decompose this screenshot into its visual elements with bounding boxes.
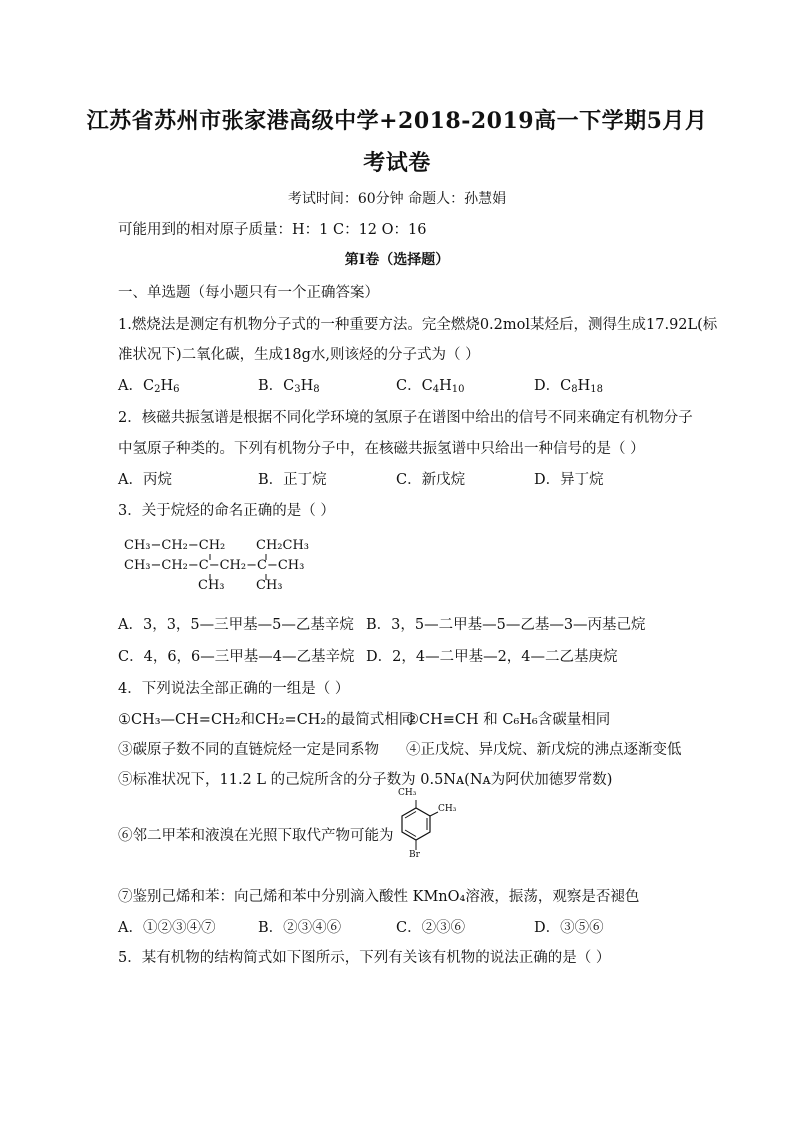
bromo-label: Br (409, 850, 420, 860)
q3-structural-formula (124, 538, 344, 598)
q1-option-b: B．$C_3H_8$ (258, 378, 320, 395)
q4-option-a: A．①②③④⑦ (118, 920, 216, 936)
q3-structure-row3-right: CH₃ (256, 578, 283, 593)
q1-stem-line1: 1.燃烧法是测定有机物分子式的一种重要方法。完全燃烧0.2mol某烃后，测得生成17.92L(标 (118, 317, 718, 333)
q4-statement-6: ⑥邻二甲苯和液溴在光照下取代产物可能为 (118, 828, 394, 844)
q3-option-b: B．3，5—二甲基—5—乙基—3—丙基己烷 (366, 617, 646, 633)
methyl-label-right: CH₃ (438, 804, 457, 814)
exam-info: 考试时间：60分钟 命题人：孙慧娟 (287, 191, 507, 207)
q1-option-d: D．$C_8H_{18}$ (534, 378, 604, 395)
q3-stem: 3．关于烷烃的命名正确的是（ ） (118, 503, 335, 519)
methyl-label-top: CH₃ (398, 788, 417, 798)
q4-statement-2: ②CH≡CH 和 C₆H₆含碳量相同 (406, 712, 611, 728)
part-one-heading: 一、单选题（每小题只有一个正确答案） (118, 285, 379, 301)
q3-option-a: A．3，3，5—三甲基—5—乙基辛烷 (118, 617, 354, 633)
q2-option-d: D．异丁烷 (534, 472, 604, 488)
q2-stem-line2: 中氢原子种类的。下列有机物分子中，在核磁共振氢谱中只给出一种信号的是（ ） (118, 441, 645, 457)
q1-stem-line2: 准状况下)二氧化碳，生成18g水,则该烃的分子式为（ ） (118, 347, 480, 363)
q3-structure-row3-left: CH₃ (198, 578, 225, 593)
q4-option-d: D．③⑤⑥ (534, 920, 604, 936)
q4-statement-7: ⑦鉴别己烯和苯：向己烯和苯中分别滴入酸性 KMnO₄溶液，振荡，观察是否褪色 (118, 889, 640, 905)
document-title-line2: 考试卷 (363, 150, 431, 176)
q4-statement-4: ④正戊烷、异戊烷、新戊烷的沸点逐渐变低 (406, 742, 682, 758)
q1-option-c: C．$C_4H_{10}$ (396, 378, 465, 395)
q4-stem: 4．下列说法全部正确的一组是（ ） (118, 681, 350, 697)
section-title: 第Ⅰ卷（选择题） (344, 252, 450, 268)
q4-option-c: C．②③⑥ (396, 920, 466, 936)
q3-structure-bonds (124, 538, 344, 598)
q4-statement-3: ③碳原子数不同的直链烷烃一定是同系物 (118, 742, 379, 758)
q3-option-c: C．4，6，6—三甲基—4—乙基辛烷 (118, 649, 355, 665)
atomic-masses: 可能用到的相对原子质量：H：1 C：12 O：16 (118, 222, 427, 238)
q4-bromo-xylene-structure (382, 788, 462, 872)
document-title-line1: 江苏省苏州市张家港高级中学+2018-2019高一下学期5月月 (86, 108, 708, 134)
q5-stem: 5．某有机物的结构简式如下图所示，下列有关该有机物的说法正确的是（ ） (118, 950, 611, 966)
q3-structure-row1-right: CH₂CH₃ (256, 538, 309, 553)
q2-option-a: A．丙烷 (118, 472, 172, 488)
q4-statement-5: ⑤标准状况下，11.2 L 的己烷所含的分子数为 0.5Nᴀ(Nᴀ为阿伏加德罗常数) (118, 772, 613, 788)
q4-statement-1: ①CH₃—CH=CH₂和CH₂=CH₂的最简式相同 (118, 712, 414, 728)
q1-option-a: A．$C_2H_6$ (118, 378, 180, 395)
q3-structure-row2: CH₃−CH₂−C−CH₂−C−CH₃ (124, 558, 305, 573)
q4-option-b: B．②③④⑥ (258, 920, 342, 936)
q3-option-d: D．2，4—二甲基—2，4—二乙基庚烷 (366, 649, 618, 665)
q2-option-c: C．新戊烷 (396, 472, 466, 488)
q2-option-b: B．正丁烷 (258, 472, 327, 488)
q3-structure-row1-left: CH₃−CH₂−CH₂ (124, 538, 226, 553)
q2-stem-line1: 2．核磁共振氢谱是根据不同化学环境的氢原子在谱图中给出的信号不同来确定有机物分子 (118, 410, 693, 426)
